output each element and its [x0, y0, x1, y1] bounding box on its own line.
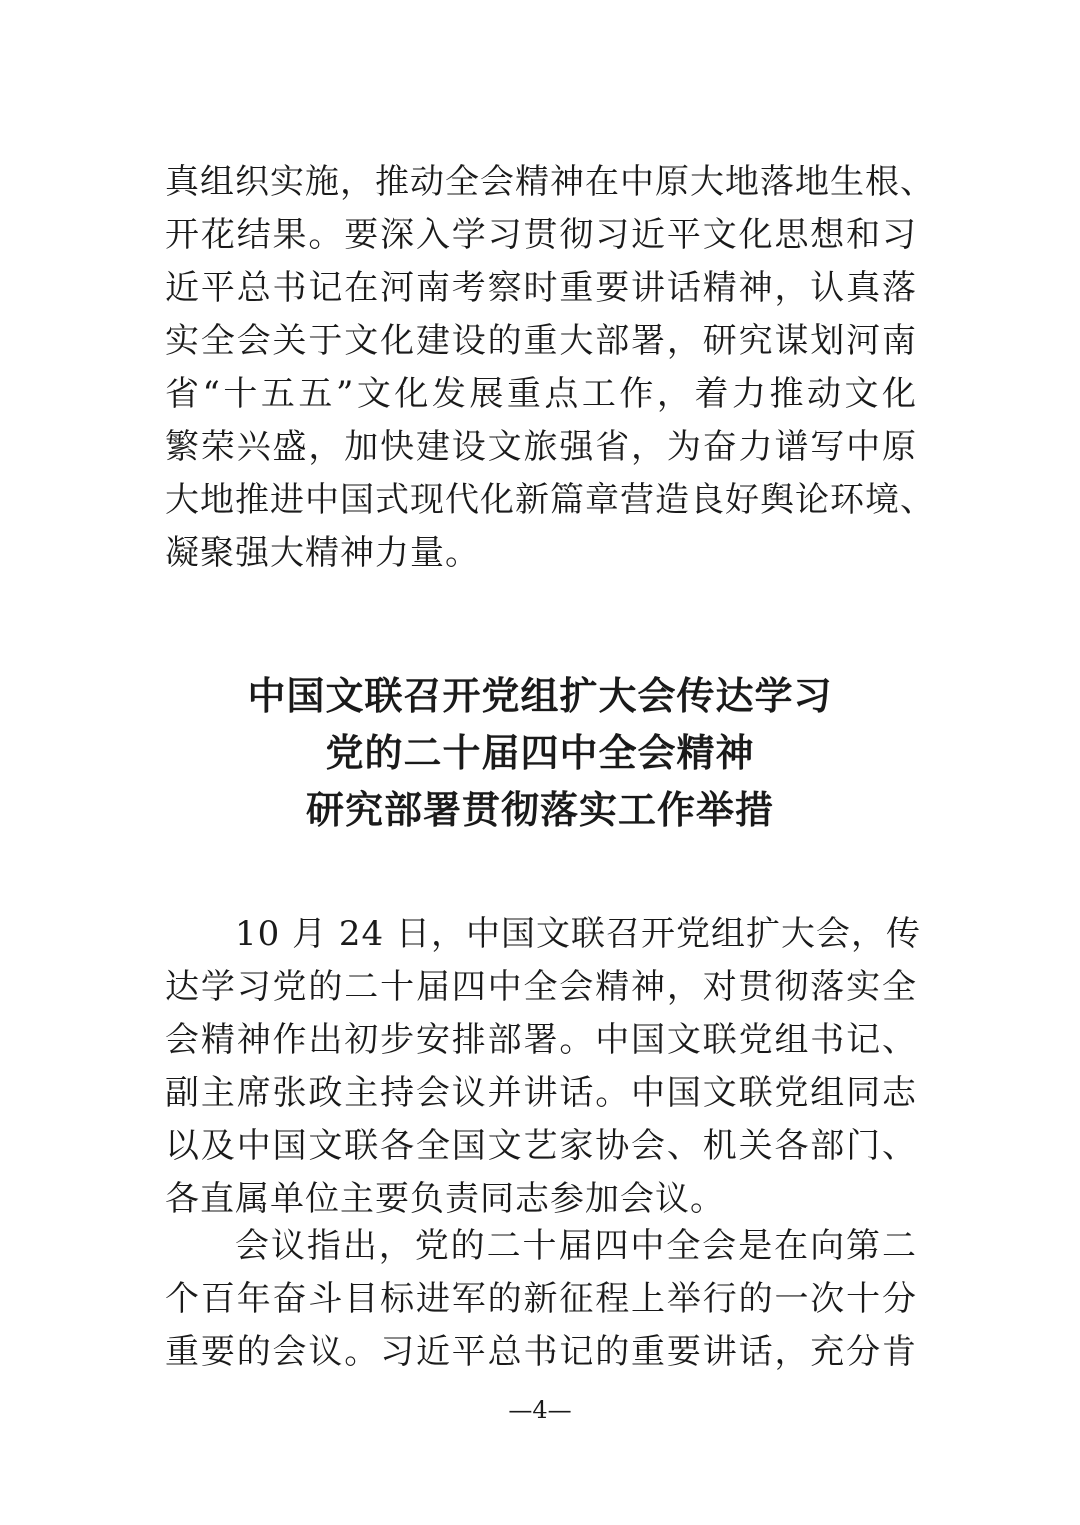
text-line: 凝聚强大精神力量。 — [165, 533, 480, 573]
text-line: 10 月 24 日，中国文联召开党组扩大会，传 — [235, 914, 921, 954]
text-line: 副主席张政主持会议并讲话。中国文联党组同志 — [165, 1073, 917, 1113]
article-title — [0, 668, 1080, 839]
text-line: 繁荣兴盛，加快建设文旅强省，为奋力谱写中原 — [165, 427, 917, 467]
title-line: 中国文联召开党组扩大会传达学习 — [247, 674, 833, 718]
title-line: 党的二十届四中全会精神 — [325, 731, 755, 775]
title-line: 研究部署贯彻落实工作举措 — [305, 788, 774, 832]
text-line: 开花结果。要深入学习贯彻习近平文化思想和习 — [165, 215, 917, 255]
text-line: 会议指出，党的二十届四中全会是在向第二 — [235, 1226, 917, 1266]
paragraph-meeting — [165, 908, 921, 1226]
text-line: 会精神作出初步安排部署。中国文联党组书记、 — [165, 1020, 917, 1060]
paragraph-meeting-points — [165, 1220, 917, 1379]
text-line: 以及中国文联各全国文艺家协会、机关各部门、 — [165, 1126, 917, 1166]
text-line: 省“十五五”文化发展重点工作，着力推动文化 — [165, 374, 917, 414]
text-line: 各直属单位主要负责同志参加会议。 — [165, 1179, 725, 1219]
text-line: 个百年奋斗目标进军的新征程上举行的一次十分 — [165, 1279, 917, 1319]
text-line: 重要的会议。习近平总书记的重要讲话，充分肯 — [165, 1332, 917, 1372]
text-line: 达学习党的二十届四中全会精神，对贯彻落实全 — [165, 967, 917, 1007]
paragraph-continued — [165, 156, 935, 580]
page-number: —4— — [508, 1396, 572, 1424]
text-line: 真组织实施，推动全会精神在中原大地落地生根、 — [165, 162, 935, 202]
text-line: 大地推进中国式现代化新篇章营造良好舆论环境、 — [165, 480, 935, 520]
text-line: 近平总书记在河南考察时重要讲话精神，认真落 — [165, 268, 917, 308]
text-line: 实全会关于文化建设的重大部署，研究谋划河南 — [165, 321, 917, 361]
